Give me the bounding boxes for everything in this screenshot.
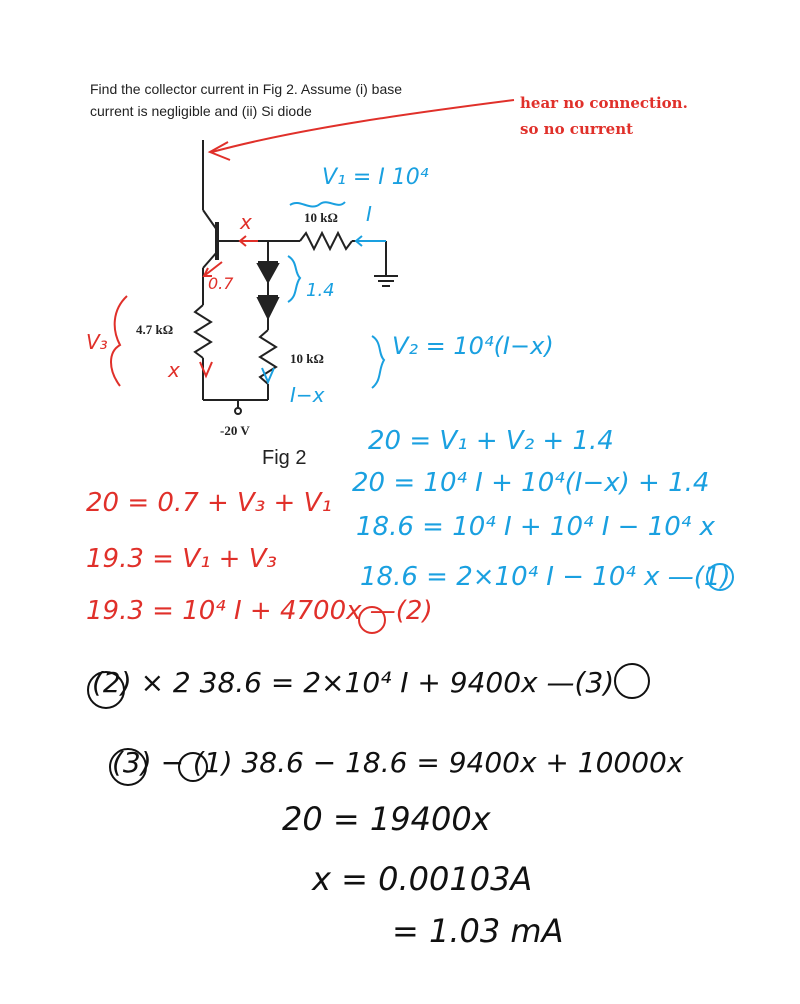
question-line-2: current is negligible and (ii) Si diode: [90, 103, 312, 119]
red-eq-3: 19.3 = 10⁴ I + 4700x —(2): [86, 596, 433, 626]
transistor-emitter: [203, 252, 217, 268]
x-emitter-label: x: [168, 358, 180, 382]
red-eq-2: 19.3 = V₁ + V₃: [86, 544, 277, 574]
resistor-r1: [300, 233, 352, 249]
note-line-1: hear no connection.: [520, 94, 688, 112]
blue-eq-2: 20 = 10⁴ I + 10⁴(I−x) + 1.4: [352, 468, 710, 498]
blue-eq-1: 20 = V₁ + V₂ + 1.4: [368, 426, 614, 456]
black-eq-4: x = 0.00103A: [312, 860, 533, 898]
black-eq-3: 20 = 19400x: [282, 800, 491, 838]
x-base-label: x: [240, 210, 252, 234]
vbe-label: 0.7: [208, 274, 234, 293]
resistor-r2: [260, 330, 276, 384]
red-bracket-v3: [111, 296, 127, 386]
resistor-emitter: [195, 305, 211, 358]
diode-drop-label: 1.4: [306, 280, 335, 301]
i-minus-x-label: I−x: [290, 383, 325, 407]
blue-bracket-diodes: [288, 256, 300, 302]
v3-label: V₃: [86, 330, 108, 354]
red-arrow-to-collector: [212, 100, 514, 152]
blue-bracket-v2: [372, 336, 384, 388]
red-eq-1: 20 = 0.7 + V₃ + V₁: [86, 488, 332, 518]
label-supply: -20 V: [220, 423, 250, 438]
v2-equation: V₂ = 10⁴(I−x): [392, 332, 554, 360]
blue-arrow-I: [356, 236, 386, 246]
supply-terminal: [235, 408, 241, 414]
blue-squiggle: [290, 202, 345, 207]
figure-caption: Fig 2: [262, 447, 307, 469]
black-eq-1: (2) × 2 38.6 = 2×10⁴ I + 9400x —(3): [92, 666, 615, 699]
circle-3-black: [615, 664, 649, 698]
diode-1: [258, 262, 278, 282]
v1-equation: V₁ = I 10⁴: [322, 165, 429, 190]
transistor-collector: [203, 210, 217, 230]
current-I-label: I: [366, 202, 372, 226]
diode-2: [258, 296, 278, 318]
black-eq-2: (3) − (1) 38.6 − 18.6 = 9400x + 10000x: [112, 746, 684, 779]
label-r-emitter: 4.7 kΩ: [136, 322, 174, 337]
blue-eq-3: 18.6 = 10⁴ I + 10⁴ I − 10⁴ x: [356, 512, 715, 542]
black-eq-5: = 1.03 mA: [392, 912, 564, 950]
red-arrow-base: [240, 236, 258, 246]
label-r2: 10 kΩ: [290, 351, 324, 366]
label-r1: 10 kΩ: [304, 210, 338, 225]
note-line-2: so no current: [520, 120, 634, 138]
blue-eq-4: 18.6 = 2×10⁴ I − 10⁴ x —(1): [360, 562, 731, 592]
question-line-1: Find the collector current in Fig 2. Assume (i) base: [90, 81, 403, 97]
